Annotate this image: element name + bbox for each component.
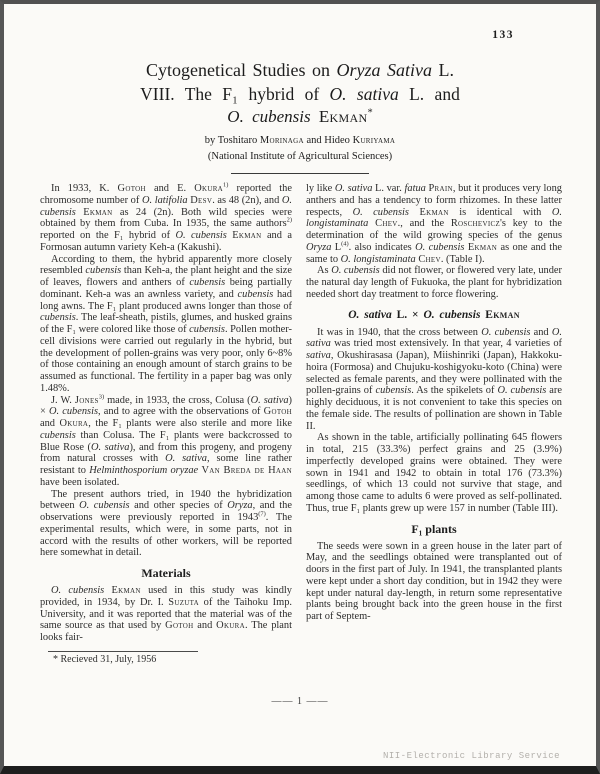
left-paragraph-3: J. W. Jones$^{3)}$ made, in 1933, the cross, Colusa (O. sativa) × O. cubensis, and to agree with the observations of Gotoh and Okura, the F₁ plants were also sterile and more like cubensis than Colusa. The F₁ plants were backcrossed to Blue Rose (O. sativa), and from this progeny, and progeny from natural crosses with O. sativa, some line rather resistant to Helminthosporium oryzae Van Breda de Haan have been isolated. (40, 393, 293, 488)
left-paragraph-1: In 1933, K. Gotoh and E. Okura$^{1)}$ reported the chromosome number of O. latifolia Desv. as 48 (2n), and O. cubensis Ekman as 24 (2n). Both wild species were obtained by them from Cuba. In 1935, the same authors$^{2)}$ reported on the F₁ hybrid of O. cubensis Ekman and a Formosan autumn variety Keh-a (Kakushi). (40, 181, 292, 253)
materials-paragraph: O. cubensis Ekman used in this study was kindly provided, in 1934, by Dr. I. Suzuta of the Taihoku Imp. University, and it was reported that the material was of the same source as that used by Gotoh and Okura. The plant looks fair- (40, 585, 292, 643)
footnote-rule (48, 651, 198, 652)
left-column (40, 183, 292, 666)
right-paragraph-1: ly like O. sativa L. var. fatua Prain, but it produces very long anthers and has a tendency to form rhizomes. In these latter respects, O. cubensis Ekman is identical with O. longistaminata Chev., and the Roschevicz's key to the determination of the wild growing species of the genus Oryza $L^{(4)}$. also indicates O. cubensis Ekman as one and the same to O. longistaminata Chev. (Table I). (306, 183, 562, 265)
title-divider-rule (231, 173, 369, 174)
left-paragraph-4: The present authors tried, in 1940 the hybridization between O. cubensis and other species of Oryza, and the observations were previously reported in 1943$^{(7)}$. The experimental results, which were, in some parts, not in accord with the results of other workers, will be reported here somewhat in detail. (40, 488, 292, 559)
materials-heading: Materials (141, 566, 191, 580)
right-paragraph-3: It was in 1940, that the cross between O. cubensis and O. sativa was tried most extensively. In that year, 4 varieties of sativa, Okushirasasa (Japan), Miishinriki (Japan), Hakkoku-hoira (Formosa) and Chujuku-koshigyoku-koto (China) were selected as female parents, and they were pollinated with the pollen-grains of cubensis. As the spikelets of O. cubensis are highly deciduous, it is not convenient to take this species on the female side. The results of pollination are shown in Table II. (306, 326, 562, 432)
received-footnote: * Recieved 31, July, 1956 (53, 653, 157, 665)
right-column (306, 183, 562, 623)
title-block (0, 58, 600, 174)
paper-title-line3: O. cubensis Ekman* (227, 107, 373, 126)
page-number-bottom: —— 1 —— (271, 696, 329, 707)
right-paragraph-5: The seeds were sown in a green house in the later part of May, and the seedlings obtained were transplanted out of doors in the first part of July. In 1941, the transplanted plants were kept under a short day condition, but in 1942 they were kept under natural day-length, in return some representative plants being brought back into the green house in the first part of Septem- (306, 540, 562, 622)
right-paragraph-4: As shown in the table, artificially pollinating 645 flowers in total, 215 (33.3%) perfect grains and 25 (3.9%) imperfectly developed grains were obtained. They were sown in 1941 and 1942 to obtain in total 176 (73.3%) seedlings, of which 13 could not survive that stage, and among those came to adults 6 were proved as self-pollinated. Thus, true F₁ plants grew up were 157 in number (Table III). (306, 432, 562, 514)
left-paragraph-2: According to them, the hybrid apparently more closely resembled cubensis than Keh-a, the plant height and the size of leaves, flowers and anthers of cubensis being partially dominant. Keh-a was an awnless variety, and cubensis had long awns. The F₁ plant produced awns longer than those of cubensis. The leaf-sheath, pistils, glumes, and husked grains of the F₁ were colored like those of cubensis. Pollen mother-cell divisions were carried out regularly in the hybrid, but the development of pollen-grains was very poor, only 6~8% of those containing an enough amount of starch grains to be assumed as functional. The fertility in a paper bag was only 1.48%. (40, 253, 292, 394)
library-service-footer: NII-Electronic Library Service (382, 751, 560, 761)
paper-title-line2: VIII. The F₁ hybrid of O. sativa L. and (140, 84, 460, 104)
authors-byline: by Toshitaro Morinaga and Hideo Kuriyama (204, 135, 396, 146)
f1-plants-heading: F₁ plants (411, 521, 457, 536)
cross-section-heading: O. sativa L. × O. cubensis Ekman (348, 308, 520, 321)
right-paragraph-2: As O. cubensis did not flower, or flowered very late, under the natural day length of Fukuoka, the plant for hybridization needed short day treatment to force flowering. (306, 265, 562, 300)
paper-title-line1: Cytogenetical Studies on Oryza Sativa L. (146, 60, 454, 80)
affiliation-line: (National Institute of Agricultural Sciences) (207, 151, 393, 162)
page-number-top: 133 (492, 29, 514, 41)
